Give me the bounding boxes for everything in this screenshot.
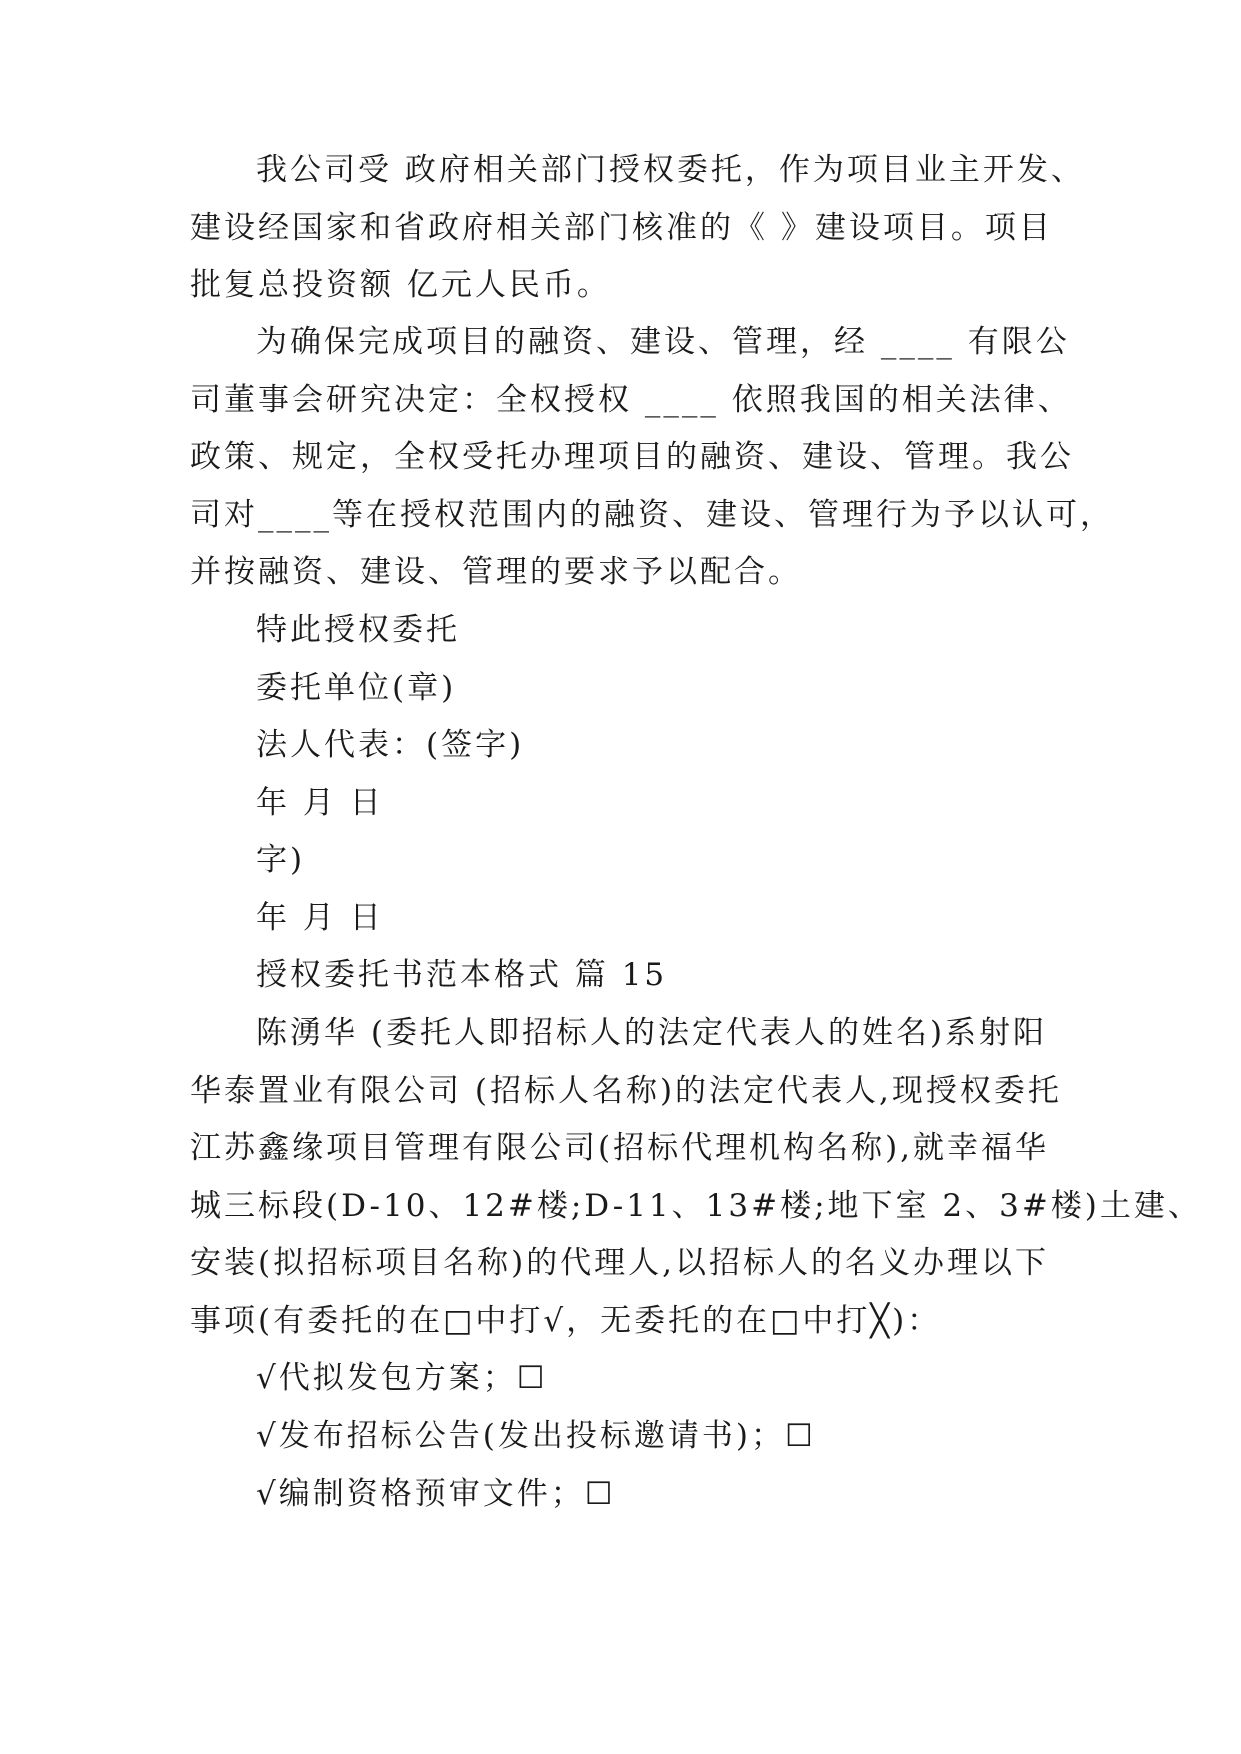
- text-line: 司对____等在授权范围内的融资、建设、管理行为予以认可，: [190, 497, 1114, 533]
- text-line: 华泰置业有限公司 (招标人名称)的法定代表人,现授权委托: [190, 1073, 1062, 1109]
- entrusting-unit-label: 委托单位(章): [256, 670, 457, 706]
- text-line: 城三标段(D-10、12#楼;D-11、13#楼;地下室 2、3#楼)土建、: [190, 1188, 1202, 1224]
- text-line: 江苏鑫缘项目管理有限公司(招标代理机构名称),就幸福华: [190, 1130, 1050, 1166]
- text-line: 批复总投资额 亿元人民币。: [190, 267, 611, 303]
- date-line: 年 月 日: [256, 785, 384, 821]
- text-line: 建设经国家和省政府相关部门核准的《 》建设项目。项目: [190, 210, 1053, 246]
- closing-phrase: 特此授权委托: [256, 612, 460, 648]
- text-line: 安装(拟招标项目名称)的代理人,以招标人的名义办理以下: [190, 1245, 1050, 1281]
- checklist-item: √代拟发包方案；☐: [256, 1360, 548, 1396]
- text-line: 陈湧华 (委托人即招标人的法定代表人的姓名)系射阳: [256, 1015, 1048, 1051]
- section-heading: 授权委托书范本格式 篇 15: [256, 957, 668, 993]
- text-line: 字): [256, 842, 306, 878]
- text-line: 事项(有委托的在□中打√，无委托的在□中打╳)：: [190, 1303, 942, 1339]
- date-line: 年 月 日: [256, 900, 384, 936]
- text-line: 并按融资、建设、管理的要求予以配合。: [190, 554, 802, 590]
- text-line: 司董事会研究决定：全权授权 ____ 依照我国的相关法律、: [190, 382, 1072, 418]
- checklist-item: √编制资格预审文件；☐: [256, 1476, 616, 1512]
- text-line: 为确保完成项目的融资、建设、管理，经 ____ 有限公: [256, 324, 1070, 360]
- checklist-item: √发布招标公告(发出投标邀请书)；☐: [256, 1418, 816, 1454]
- text-line: 我公司受 政府相关部门授权委托，作为项目业主开发、: [256, 152, 1085, 188]
- text-line: 政策、规定，全权受托办理项目的融资、建设、管理。我公: [190, 439, 1074, 475]
- legal-rep-signature-label: 法人代表：(签字): [256, 727, 525, 763]
